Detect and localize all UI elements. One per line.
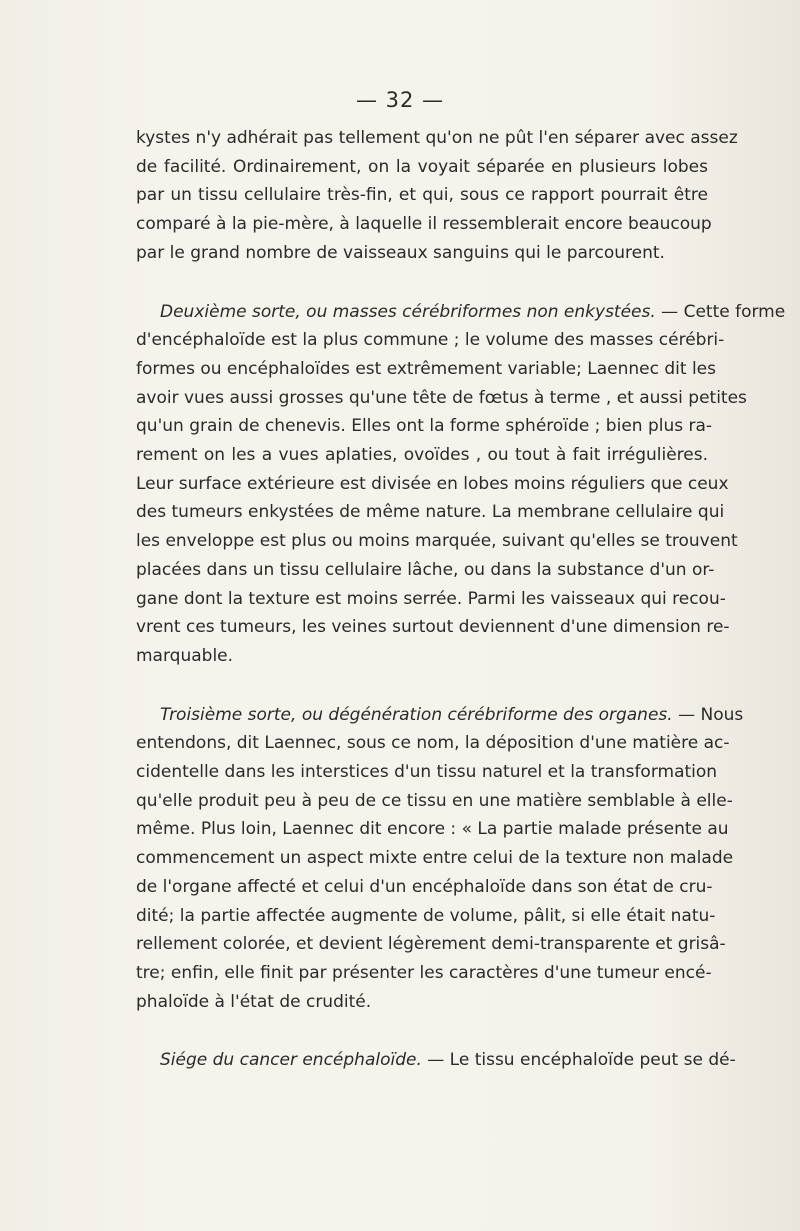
text-line: par un tissu cellulaire très-fin, et qui, sous ce rapport pourrait être <box>136 185 708 206</box>
text-line: des tumeurs enkystées de même nature. La membrane cellulaire qui <box>136 502 725 523</box>
text-line: même. Plus loin, Laennec dit encore : « La partie malade présente au <box>136 819 729 840</box>
heading-continuation: — Nous <box>672 704 744 725</box>
text-line: Leur surface extérieure est divisée en lobes moins réguliers que ceux <box>136 473 729 494</box>
text-line: entendons, dit Laennec, sous ce nom, la déposition d'une matière ac- <box>136 733 730 754</box>
text-line: par le grand nombre de vaisseaux sanguins qui le parcourent. <box>136 242 665 263</box>
body-text <box>136 124 786 1075</box>
text-line: vrent ces tumeurs, les veines surtout deviennent d'une dimension re- <box>136 617 730 638</box>
text-line: qu'elle produit peu à peu de ce tissu en une matière semblable à elle- <box>136 790 733 811</box>
text-line: gane dont la texture est moins serrée. Parmi les vaisseaux qui recou- <box>136 588 726 609</box>
text-line: comparé à la pie-mère, à laquelle il ressemblerait encore beaucoup <box>136 214 712 235</box>
text-line: rellement colorée, et devient légèrement demi-transparente et grisâ- <box>136 934 726 955</box>
text-line: tre; enfin, elle finit par présenter les caractères d'une tumeur encé- <box>136 962 712 983</box>
heading-line <box>136 701 744 730</box>
text-line: de facilité. Ordinairement, on la voyait séparée en plusieurs lobes <box>136 156 708 177</box>
text-line: marquable. <box>136 645 234 666</box>
paragraph-4 <box>136 1046 736 1075</box>
text-line: cidentelle dans les interstices d'un tissu naturel et la transformation <box>136 762 718 783</box>
section-heading-3: Troisième sorte, ou dégénération cérébriforme des organes. <box>160 704 673 725</box>
text-line: commencement un aspect mixte entre celui de la texture non malade <box>136 848 734 869</box>
page-number: — 32 — <box>355 88 445 112</box>
text-line: formes ou encéphaloïdes est extrêmement variable; Laennec dit les <box>136 358 716 379</box>
text-line: d'encéphaloïde est la plus commune ; le volume des masses cérébri- <box>136 330 725 351</box>
text-line: phaloïde à l'état de crudité. <box>136 991 372 1012</box>
paragraph-2 <box>136 298 786 671</box>
text-line: qu'un grain de chenevis. Elles ont la forme sphéroïde ; bien plus ra- <box>136 416 713 437</box>
text-line: kystes n'y adhérait pas tellement qu'on ne pût l'en séparer avec assez <box>136 128 738 148</box>
section-heading-2: Deuxième sorte, ou masses cérébriformes non enkystées. <box>160 301 656 322</box>
text-line: de l'organe affecté et celui d'un encéphaloïde dans son état de cru- <box>136 876 713 897</box>
heading-line <box>136 298 786 327</box>
heading-continuation: — Le tissu encéphaloïde peut se dé- <box>421 1050 736 1071</box>
text-line: dité; la partie affectée augmente de volume, pâlit, si elle était natu- <box>136 905 716 926</box>
paragraph-3 <box>136 701 744 1017</box>
text-line: les enveloppe est plus ou moins marquée, suivant qu'elles se trouvent <box>136 531 738 552</box>
paragraph-1 <box>136 124 738 268</box>
text-line: rement on les a vues aplaties, ovoïdes , ou tout à fait irrégulières. <box>136 445 708 466</box>
text-line: avoir vues aussi grosses qu'une tête de fœtus à terme , et aussi petites <box>136 387 747 408</box>
section-heading-4: Siége du cancer encéphaloïde. <box>160 1050 422 1071</box>
heading-continuation: — Cette forme <box>655 301 786 322</box>
heading-line <box>136 1046 736 1075</box>
text-line: placées dans un tissu cellulaire lâche, ou dans la substance d'un or- <box>136 559 715 580</box>
